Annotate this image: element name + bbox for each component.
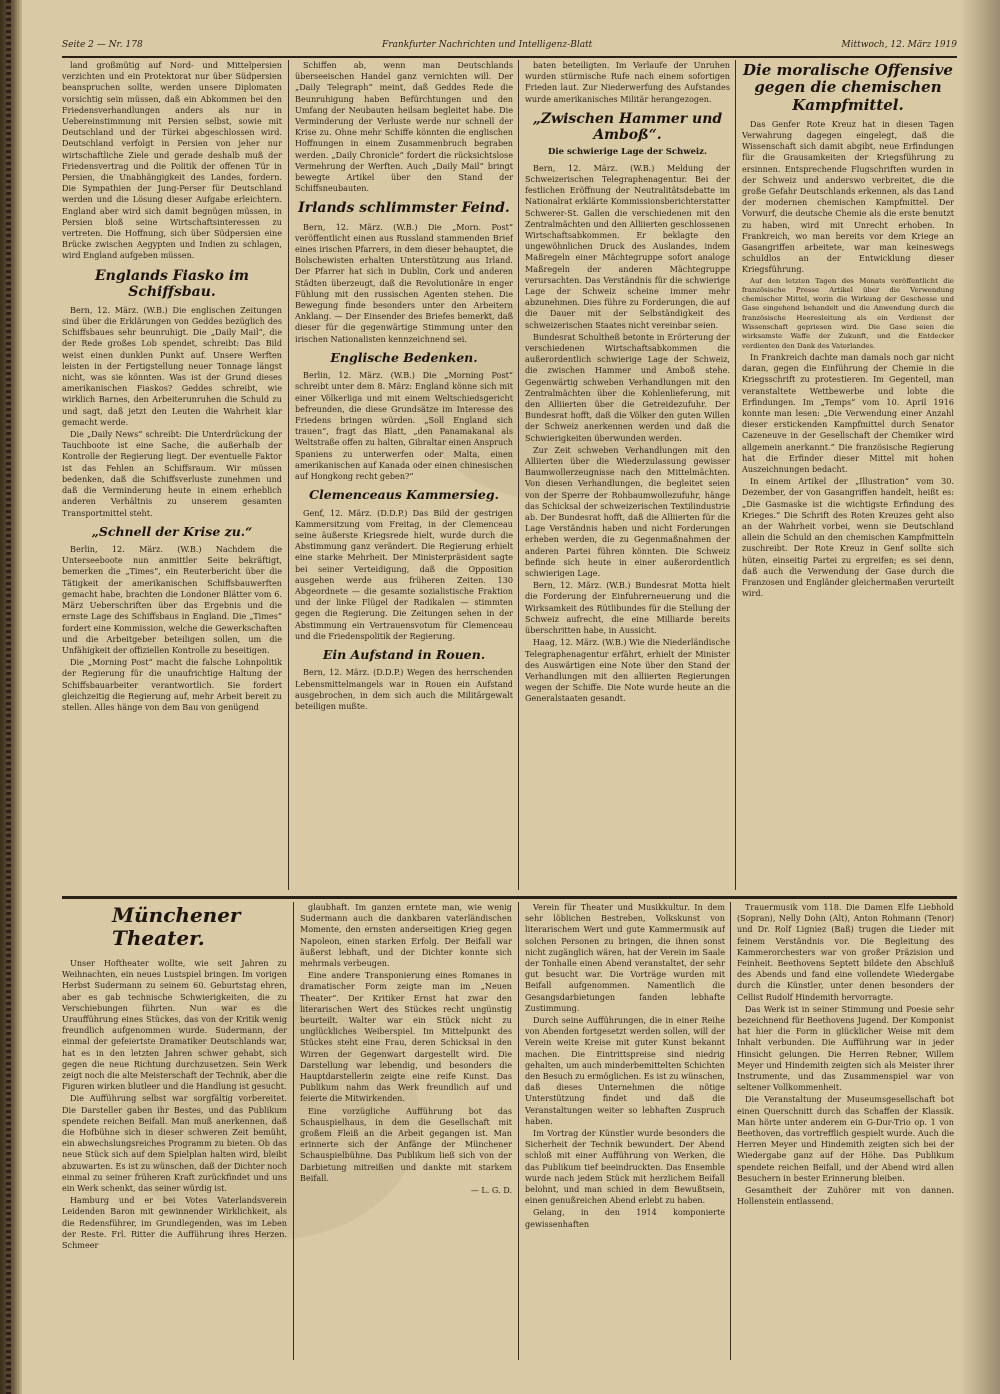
article-text: Das Werk ist in seiner Stimmung und Poesie sehr bezeichnend für Beethovens Jugend. Der Komponist hat hier die Form in glücklicher Weise mit dem Inhalt verbunden. Die Aufführung war in jeder Hinsicht gelungen. Die Herren Rebner, Willem Meyer und Hindemith zeigten sich als Meister ihrer Instrumente, und das Zusammenspiel war von seltener Vollkommenheit. — [737, 1003, 954, 1093]
article-text: Bern, 12. März. (W.B.) Die englischen Zeitungen sind über die Erklärungen von Geddes bezüglich des Schiffsbaues sehr beunruhigt. Die „Daily Mail“, die der Rede großes Lob spendet, schreibt: Das Bild weist einen dunklen Punkt auf. Unsere Werften leisten in der Fertigstellung neuer Tonnage längst nicht, was sie könnten. Was ist der Grund dieses amerikanischen Fiaskos? Geddes schreibt, wie wirklich Barnes, den Arbeiterunruhen die Schuld zu und sagt, daß jetzt den Leuten die Wahrheit klar gemacht werde. — [62, 304, 282, 427]
article-text: Gelang, in den 1914 komponierte gewissenhaften — [525, 1207, 725, 1229]
concert-column — [525, 902, 725, 1362]
headline-krise: „Schnell der Krise zu.“ — [91, 523, 253, 539]
article-text: Durch seine Aufführungen, die in einer Reihe von Abenden fortgesetzt werden sollen, will der Verein weite Kreise mit guter Kunst bekannt machen. Die Eintrittspreise sind niedrig gehalten, um auch minderbemittelten Schichten den Besuch zu ermöglichen. Es ist zu wünschen, daß dieses Unternehmen die nötige Unterstützung findet und daß die Veranstaltungen weiter so lebhaften Zuspruch haben. — [525, 1015, 725, 1126]
article-text: glaubhaft. Im ganzen erntete man, wie wenig Sudermann auch die dankbaren vaterländischen Momente, den ernsten anderseitigen Krieg gegen Napoleon, einen starken Erfolg. Der Beifall war äußerst lebhaft, und der Dichter konnte sich mehrmals verbeugen. — [300, 902, 512, 969]
headline-clemenceau: Clemenceaus Kammersieg. — [309, 487, 499, 503]
headline-englische-bedenken: Englische Bedenken. — [330, 349, 478, 365]
column-rule — [735, 60, 736, 890]
header-date: Mittwoch, 12. März 1919 — [841, 40, 957, 50]
article-text: Bern, 12. März. (D.D.P.) Wegen des herrschenden Lebensmittelmangels war in Rouen ein Aufstand ausgebrochen, in dem sich auch die Militärgewalt beteiligen mußte. — [295, 667, 513, 711]
article-text: Haag, 12. März. (W.B.) Wie die Niederländische Telegraphenagentur erfährt, erhielt der Minister des Auswärtigen eine Note über den Stand der Verhandlungen mit den alliierten Regierungen wegen der Schiffe. Die Note wurde heute an die Generalstaaten gesandt. — [525, 637, 730, 704]
article-text: In einem Artikel der „Illustration“ vom 30. Dezember, der von Gasangriffen handelt, heißt es: „Die Gasmaske ist die wichtigste Erfindung des Krieges.“ Die Schrift des Roten Kreuzes geht also an der Wahrheit vorbei, wenn sie Deutschland allein die Schuld an den chemischen Kampfmitteln zuschreibt. Der Rote Kreuz in Genf sollte sich hüten, einseitig Partei zu ergreifen; es sei denn, daß auch die Verwendung der Gase durch die Franzosen und Engländer gleichermaßen verurteilt wird. — [742, 476, 954, 599]
page-header — [62, 40, 957, 58]
article-text: Bern, 12. März. (W.B.) Bundesrat Motta hielt die Forderung der Einfuhrerneuerung und die Wirksamkeit des Rütlibundes für die Stellung der Schweiz aufrecht, die eine Milliarde bereits überschritten habe, in Aussicht. — [525, 580, 730, 636]
headline-irland: Irlands schlimmster Feind. — [298, 200, 510, 217]
article-text: land großmütig auf Nord- und Mittelpersien verzichten und ein Protektorat nur über Südpersien beanspruchen sollte, werden unsere Diplomaten vorsichtig sein müssen, daß ein Abkommen bei den Friedensverhandlungen anders als nur in Uebereinstimmung mit Persien selbst, sowie mit Deutschland und der Türkei abgeschlossen wird. Deutschland verfolgt in Persien von jeher nur wirtschaftliche Ziele und gerade deshalb muß der Friedensvertrag und die Politik der offenen Tür in Persien, die Unabhängigkeit des Landes, fordern. Die Sympathien der Jung-Perser für Deutschland werden und die Lösung dieser Aufgabe erleichtern. England aber wird sich damit begnügen müssen, in Persien bloß seine Wirtschaftsinteressen zu vertreten. Die Hoffnung, sich über Südpersien eine Brücke zwischen Aegypten und Indien zu schlagen, wird England aufgeben müssen. — [62, 60, 282, 261]
article-text: Bundesrat Schultheß betonte in Erörterung der verschiedenen Wirtschaftsabkommen die außerordentlich schwierige Lage der Schweiz, die zwischen Hammer und Amboß stehe. Gegenwärtig schweben Verhandlungen mit den Zentralmächten über die Kohlenlieferung, mit den Alliierten über die Getreidezufuhr. Der Bundesrat hofft, daß die Völker den guten Willen der Schweiz anerkennen werden und daß die Schwierigkeiten überwunden werden. — [525, 331, 730, 443]
headline-hammer-amboss: „Zwischen Hammer und Amboß“. — [532, 110, 723, 143]
article-text: Die Veranstaltung der Museumsgesellschaft bot einen Querschnitt durch das Schaffen der Klassik. Man hörte unter anderem ein G-Dur-Trio op. 1 von Beethoven, das vortrefflich gespielt wurde. Auch die Herren Meyer und Hindemith zeigten sich bei der Wiedergabe ganz auf der Höhe. Das Publikum spendete reichen Beifall, und der Abend wird allen Besuchern in bester Erinnerung bleiben. — [737, 1094, 954, 1183]
article-footnote: Auf den letzten Tagen des Monats veröffentlicht die französische Presse Artikel über die Verwendung chemischer Mittel, worin die Wirkung der Geschosse und Gase eingehend behandelt und die Anwendung durch die französische Heeresleitung als ein Verdienst der Wissenschaft gepriesen wird. Die Gase seien die wirksamste Waffe der Zukunft, und die Entdecker verdienten den Dank des Vaterlandes. — [742, 276, 954, 350]
article-text: Bern, 12. März. (W.B.) Die „Morn. Post“ veröffentlicht einen aus Russland stammenden Brief eines irischen Pfarrers, in dem dieser behauptet, die Bolschewisten erhalten Unterstützung aus Irland. Der Pfarrer hat sich in Dublin, Cork und anderen Städten überzeugt, daß die Revolutionäre in enger Fühlung mit den russischen Agenten stehen. Die Bewegung finde besonders unter den Arbeitern Anklang. — Der Einsender des Briefes bemerkt, daß dieser für die gegenwärtige Stimmung unter den irischen Nationalisten kennzeichnend sei. — [295, 221, 513, 344]
headline-rouen: Ein Aufstand in Rouen. — [322, 646, 486, 662]
article-text: Hamburg und er bei Votes Vaterlandsverein Leidenden Baron mit gewinnender Wirklichkeit, als die Redensführer, im Grundlegenden, was im Leben der Reste. Frl. Ritter die Aufführung ihres Herzen. Schmeer — [62, 1195, 287, 1251]
article-text: Berlin, 12. März. (W.B.) Die „Morning Post“ schreibt unter dem 8. März: England könne sich mit einer Völkerliga und mit einem Weltschiedsgericht befreunden, die diese Grundsätze im Interesse des Friedens bringen würden. „Soll England sich trauen“, fragt das Blatt, „den Panamakanal als Weltstraße offen zu halten, Gibraltar einen Anspruch Spaniens zu unterwerfen oder Malta, einen amerikanischen auf Kanada oder einen chinesischen auf Hongkong recht geben?“ — [295, 370, 513, 481]
article-text: Zur Zeit schweben Verhandlungen mit den Alliierten über die Wiederzulassung gewisser Baumwollerzeugnisse nach den Mittelmächten. Von diesen Verhandlungen, die begleitet seien von der Sperre der Rohbaumwollezufuhr, hänge das Schicksal der schweizerischen Textilindustrie ab. Der Bundesrat hofft, daß die Alliierten für die Lage Verständnis haben und nicht Forderungen erheben werden, die zu Gegenmaßnahmen der anderen Partei führen könnten. Die Schweiz befinde sich heute in einer außerordentlich schwierigen Lage. — [525, 444, 730, 579]
binding-stitching — [6, 0, 11, 1394]
column-rule — [518, 902, 519, 1360]
column-rule — [730, 902, 731, 1360]
music-column — [737, 902, 954, 1362]
theater-column — [62, 902, 287, 1362]
headline-moralische-offensive: Die moralische Offensive gegen die chemischen Kampfmittel. — [743, 61, 953, 114]
article-text: Die „Daily News“ schreibt: Die Unterdrückung der Tauchboote ist eine Sache, die außerhalb der Kontrolle der Regierung liegt. Der eventuelle Faktor ist das Fehlen an Schiffsraum. Wir müssen bedenken, daß die Schiffsverluste zunehmen und daß die Verminderung heute in einem erheblich anderen Verhältnis zu unserem gesamten Transportmittel steht. — [62, 429, 282, 518]
theater-column-2 — [300, 902, 512, 1362]
article-text: Trauermusik vom 118. Die Damen Elfe Liebhold (Sopran), Nelly Dohn (Alt), Anton Rohmann (Tenor) und Dr. Rolf Ligniez (Baß) trugen die Lieder mit feinem Verständnis vor. Die Begleitung des Kammerorchesters war von großer Präzision und Feinheit. Beethovens Septett bildete den Abschluß des Abends und fand eine vollendete Wiedergabe durch die Künstler, unter denen besonders der Cellist Rudolf Hindemith hervorragte. — [737, 902, 954, 1002]
subheadline-schweiz: Die schwierige Lage der Schweiz. — [548, 147, 707, 157]
headline-schiffsbau: Englands Fiasko im Schiffsbau. — [94, 267, 249, 300]
article-text: Verein für Theater und Musikkultur. In dem sehr löblichen Bestreben, Volkskunst von literarischem Wert und gute Kammermusik auf solchen Personen zu bringen, die ihnen sonst nicht zugänglich wären, hat der Verein im Saale der Tonhalle einen Abend veranstaltet, der sehr gut besucht war. Die Vorträge wurden mit Beifall aufgenommen. Namentlich die Gesangsdarbietungen fanden lebhafte Zustimmung. — [525, 902, 725, 1013]
page-edge-shadow — [960, 0, 1000, 1394]
column-4 — [742, 60, 954, 892]
article-text: Berlin, 12. März. (W.B.) Nachdem die Unterseeboote nun anmittler Seite bekräftigt, bemerken die „Times“, ein Reuterbericht über die Tätigkeit der amerikanischen Schiffsbauwerften gemacht habe, brachten die Londoner Blätter vom 6. März Ueberschriften über das Ergebnis und die ernste Lage des Schiffsbaus in England. Die „Times“ fordert eine Kommission, welche die Gewerkschaften und die Arbeitgeber beteiligen sollen, um die Unfähigkeit der offiziellen Kontrolle zu beseitigen. — [62, 544, 282, 655]
article-text: Die „Morning Post“ macht die falsche Lohnpolitik der Regierung für die unaufrichtige Haltung der Schiffsbauarbeiter verantwortlich. Sie fordert gleichzeitig die Regierung auf, mehr Arbeit bereit zu stellen. Alles hänge von dem Bau von genügend — [62, 657, 282, 712]
article-text: baten beteiligten. Im Verlaufe der Unruhen wurden stürmische Rufe nach einem sofortigen Frieden laut. Zur Niederwerfung des Aufstandes wurde amerikanisches Militär herangezogen. — [525, 60, 730, 104]
article-text: Eine andere Transponierung eines Romanes in dramatischer Form zeigte man im „Neuen Theater“. Der Kritiker Ernst hat zwar den literarischen Wert des Stückes recht ungünstig beurteilt. Walter war ein Stück nicht zu unglückliches Weiberspiel. Im Mittelpunkt des Stückes steht eine Frau, deren Schicksal in den Wirren der Gegenwart dargestellt wird. Die Darstellung war lebendig, und besonders die Hauptdarstellerin zeigte eine reife Kunst. Das Publikum nahm das Werk freundlich auf und feierte die Mitwirkenden. — [300, 970, 512, 1104]
header-paper-name: Frankfurter Nachrichten und Intelligenz-Blatt — [382, 40, 593, 50]
article-signature: — L. G. D. — [470, 1185, 512, 1196]
article-text: Genf, 12. März. (D.D.P.) Das Bild der gestrigen Kammersitzung vom Freitag, in der Clemenceau seine äußerste Kriegsrede hielt, wurde durch die Abstimmung ganz verändert. Die Regierung erhielt eine starke Mehrheit. Der Ministerpräsident sagte bei seiner Verteidigung, daß die Opposition ausgehen werde aus früheren Zeiten. 130 Abgeordnete — die gesamte sozialistische Fraktion und der linke Flügel der Radikalen — stimmten gegen die Regierung. Die Zeitungen sehen in der Abstimmung ein Vertrauensvotum für Clemenceau und die Friedenspolitik der Regierung. — [295, 507, 513, 641]
header-page-number: Seite 2 — Nr. 178 — [62, 40, 143, 50]
article-text: Eine vorzügliche Aufführung bot das Schauspielhaus, in dem die Gesellschaft mit großem Fleiß an die Arbeit gegangen ist. Man erinnerte sich der Anfänge der Münchener Schauspielbühne. Das Publikum ließ sich von der Darbietung mitreißen und dankte mit starkem Beifall. — [300, 1105, 512, 1183]
article-text: Bern, 12. März. (W.B.) Meldung der Schweizerischen Telegraphenagentur. Bei der festlichen Eröffnung der Neutralitätsdebatte im Nationalrat erklärte Kommissionsberichterstatter Schwerer-St. Gallen die verschiedenen mit den Zentralmächten und den Alliierten geschlossenen Wirtschaftsabkommen. Er beklagte den ungewöhnlichen Druck des Auslandes, indem Maßregeln einer Mächtegruppe sofort analoge Maßregeln der anderen Mächtegruppe verursachten. Das Verständnis für die schwierige Lage der Schweiz scheine immer mehr abzunehmen. Dies führe zu Forderungen, die auf die Dauer mit der Selbständigkeit des schweizerischen Staates nicht vereinbar seien. — [525, 162, 730, 330]
feuilleton-divider — [62, 896, 957, 899]
binding-edge — [0, 0, 22, 1394]
article-text: Im Vortrag der Künstler wurde besonders die Sicherheit der Technik bewundert. Der Abend schloß mit einer Aufführung von Werken, die das Publikum tief beeindruckten. Das Ensemble wurde nach jedem Stück mit herzlichem Beifall belohnt, und man schied in dem Bewußtsein, einen genußreichen Abend erlebt zu haben. — [525, 1128, 725, 1206]
article-text: Unser Hoftheater wollte, wie seit Jahren zu Weihnachten, ein neues Lustspiel bringen. Im vorigen Herbst Sudermann zu seinem 60. Geburtstag ehren, aber es gab technische Schwierigkeiten, die zu Verschiebungen führten. Nun war es die Uraufführung eines Stückes, das von der Kritik wenig freundlich aufgenommen wurde. Sudermann, der einmal der gefeiertste Dramatiker Deutschlands war, hat es in den letzten Jahren schwer gehabt, sich gegen die neue Richtung durchzusetzen. Sein Werk zeigt noch die alte Meisterschaft der Technik, aber die Figuren wirken blutleer und die Handlung ist gesucht. — [62, 958, 287, 1092]
article-text: In Frankreich dachte man damals noch gar nicht daran, gegen die Einführung der Chemie in die Kriegsschrift zu protestieren. Im Gegenteil, man veranstaltete Wettbewerbe und lobte die Erfindungen. Im „Temps“ vom 10. April 1916 konnte man lesen: „Die Verwendung einer Anzahl dieser erstickenden Kampfmittel durch Senator Cazeneuve in der Gesellschaft der Chemiker wird allgemein anerkannt.“ Die französische Regierung hat die Erfinder dieser Mittel mit hohen Auszeichnungen bedacht. — [742, 351, 954, 474]
article-text: Die Aufführung selbst war sorgfältig vorbereitet. Die Darsteller gaben ihr Bestes, und das Publikum spendete reichen Beifall. Man muß anerkennen, daß die Hofbühne sich in dieser schweren Zeit bemüht, ein abwechslungsreiches Programm zu bieten. Ob das neue Stück sich auf dem Spielplan halten wird, bleibt abzuwarten. Es ist zu wünschen, daß der Dichter noch einmal zu seiner früheren Kraft zurückfindet und uns ein Werk schenkt, das seiner würdig ist. — [62, 1093, 287, 1194]
column-rule — [293, 902, 294, 1360]
article-text: Schiffen ab, wenn man Deutschlands überseeischen Handel ganz vernichten will. Der „Daily Telegraph“ meint, daß Geddes Rede die Beunruhigung haben Befürchtungen und den Umfang der Neubauten heilsam begleitet habe. Die Verminderung der Verluste werde nur schnell der Krise zu. Ohne mehr Schiffe könnten die englischen Hoffnungen in einem Zusammenbruch begraben werden. „Daily Chronicle“ fordert die rücksichtslose Vermehrung der Werften. Auch „Daily Mail“ bringt bewegte Artikel über den Stand der Schiffsneubauten. — [295, 60, 513, 194]
column-1 — [62, 60, 282, 892]
column-3 — [525, 60, 730, 892]
headline-muenchener-theater: Münchener Theater. — [112, 903, 241, 950]
article-text: Gesamtheit der Zuhörer mit von dannen. Hollenstein entlassend. — [737, 1185, 954, 1207]
column-2 — [295, 60, 513, 892]
column-rule — [288, 60, 289, 890]
article-text: Das Genfer Rote Kreuz hat in diesen Tagen Verwahrung dagegen eingelegt, daß die Wissenschaft sich damit abgibt, neue Erfindungen für die Grausamkeiten der Kriegsführung zu ersinnen. Entsprechende Flugschriften wurden in der Schweiz und anderswo verbreitet, die die große Gefahr Deutschlands erkennen, als das Land der modernen chemischen Kampfmittel. Der Vorwurf, die deutsche Chemie als die erste benutzt zu haben, wird mit Unrecht erhoben. In Frankreich, wo man bereits vor dem Kriege an Gasangriffen arbeitete, war man keineswegs schuldlos an der Entwicklung dieser Kriegsführung. — [742, 118, 954, 275]
column-rule — [518, 60, 519, 890]
